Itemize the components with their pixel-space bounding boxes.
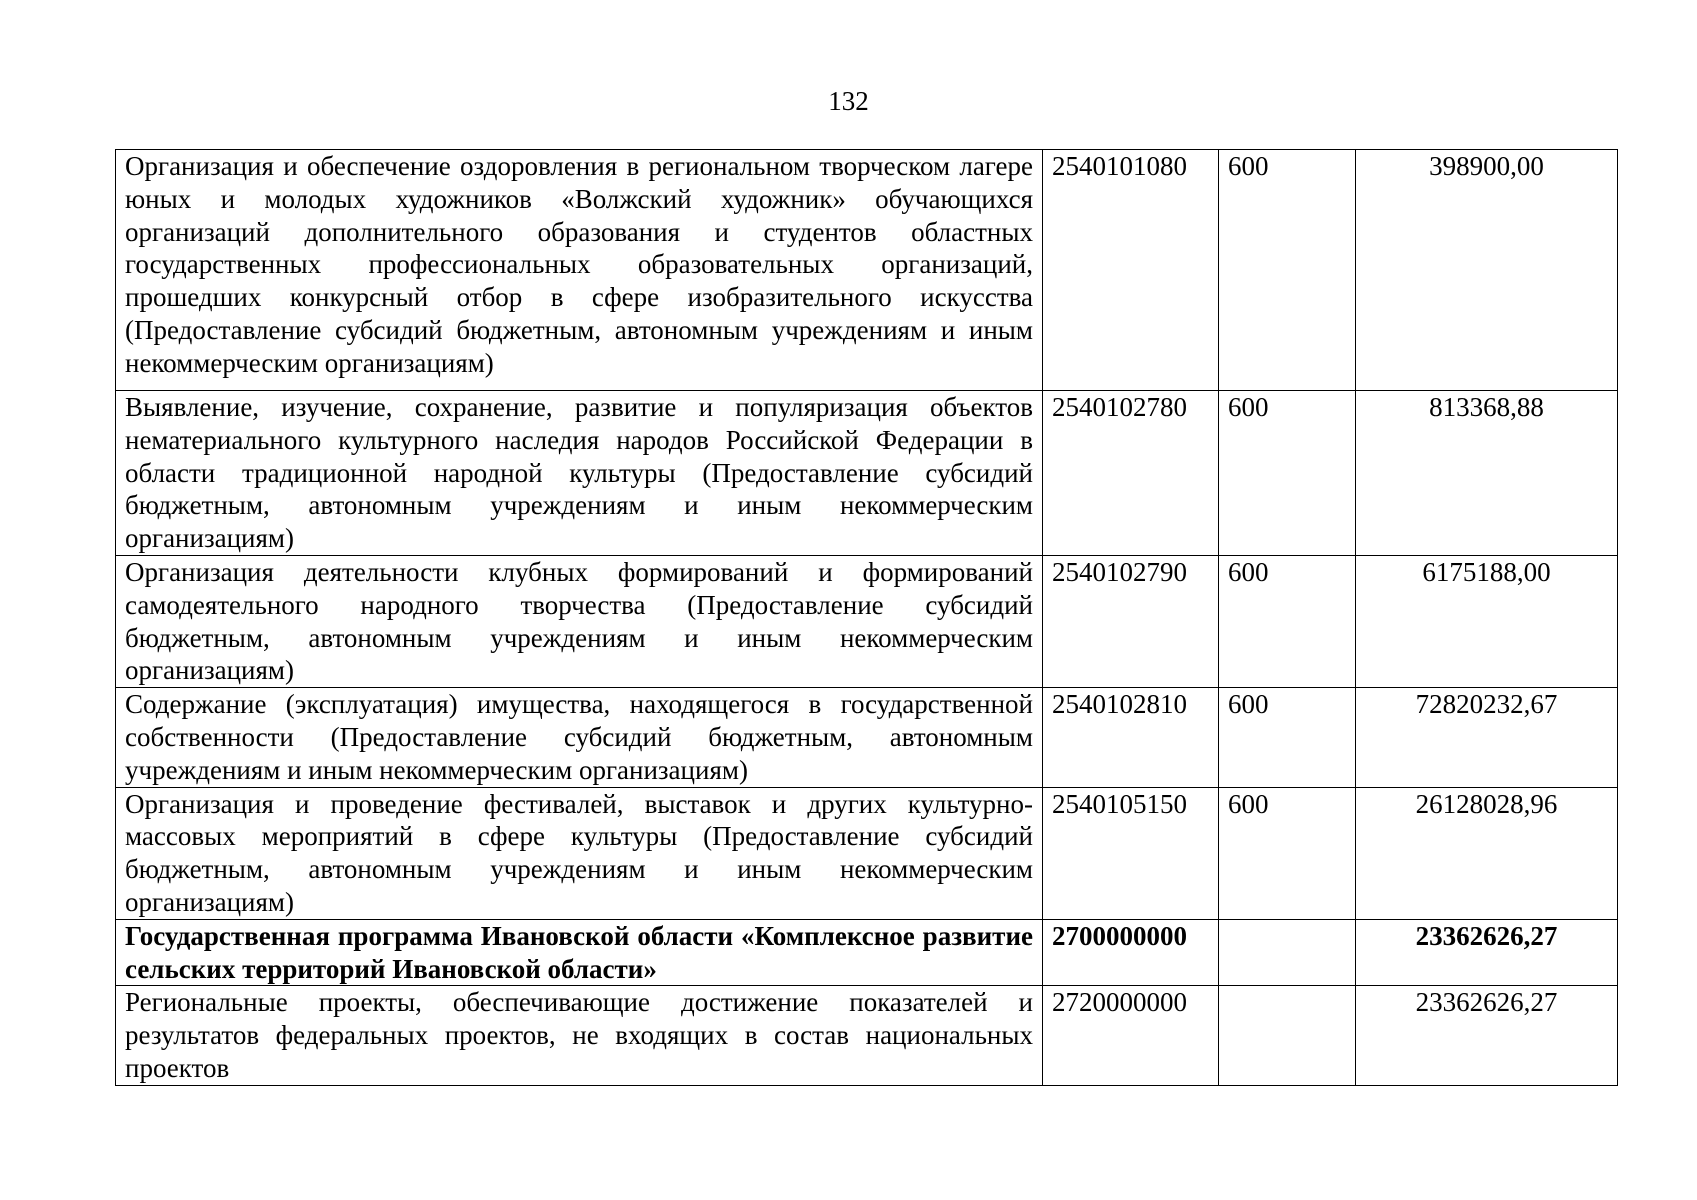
row-expense-type: 600 (1219, 555, 1356, 687)
row-name: Организация и обеспечение оздоровления в региональном творческом лагере юных и молодых художников «Волжский художник» обучающихся организаций дополнительного образования и студентов областных государственных профессиональных образовательных организаций, прошедших конкурсный отбор в сфере изобразительного искусства (Предоставление субсидий бюджетным, автономным учреждениям и иным некоммерческим организациям) (116, 150, 1043, 391)
row-name: Государственная программа Ивановской области «Комплексное развитие сельских территорий Ивановской области» (116, 919, 1043, 986)
row-target-code: 2540105150 (1043, 787, 1219, 919)
table-row (116, 150, 1618, 391)
row-amount: 6175188,00 (1356, 555, 1618, 687)
row-amount: 23362626,27 (1356, 919, 1618, 986)
row-name: Организация и проведение фестивалей, выставок и других культурно-массовых мероприятий в сфере культуры (Предоставление субсидий бюджетным, автономным учреждениям и иным некоммерческим организациям) (116, 787, 1043, 919)
budget-table (115, 149, 1618, 1086)
row-expense-type: 600 (1219, 150, 1356, 391)
row-target-code: 2540102780 (1043, 391, 1219, 556)
row-amount: 398900,00 (1356, 150, 1618, 391)
table-row (116, 986, 1618, 1085)
page-number: 132 (828, 86, 869, 116)
row-target-code: 2540102810 (1043, 688, 1219, 787)
table-row (116, 787, 1618, 919)
row-expense-type: 600 (1219, 787, 1356, 919)
row-name: Организация деятельности клубных формирований и формирований самодеятельного народного творчества (Предоставление субсидий бюджетным, автономным учреждениям и иным некоммерческим организациям) (116, 555, 1043, 687)
row-target-code: 2700000000 (1043, 919, 1219, 986)
row-name: Региональные проекты, обеспечивающие достижение показателей и результатов федеральных проектов, не входящих в состав национальных проектов (116, 986, 1043, 1085)
row-expense-type: 600 (1219, 688, 1356, 787)
row-amount: 26128028,96 (1356, 787, 1618, 919)
table-row-program (116, 919, 1618, 986)
table-row (116, 555, 1618, 687)
table-row (116, 391, 1618, 556)
row-amount: 813368,88 (1356, 391, 1618, 556)
row-name: Содержание (эксплуатация) имущества, находящегося в государственной собственности (Предоставление субсидий бюджетным, автономным учреждениям и иным некоммерческим организациям) (116, 688, 1043, 787)
row-name: Выявление, изучение, сохранение, развитие и популяризация объектов нематериального культурного наследия народов Российской Федерации в области традиционной народной культуры (Предоставление субсидий бюджетным, автономным учреждениям и иным некоммерческим организациям) (116, 391, 1043, 556)
row-target-code: 2540102790 (1043, 555, 1219, 687)
row-expense-type (1219, 919, 1356, 986)
row-amount: 72820232,67 (1356, 688, 1618, 787)
row-target-code: 2540101080 (1043, 150, 1219, 391)
row-expense-type (1219, 986, 1356, 1085)
row-target-code: 2720000000 (1043, 986, 1219, 1085)
row-amount: 23362626,27 (1356, 986, 1618, 1085)
table-row (116, 688, 1618, 787)
row-expense-type: 600 (1219, 391, 1356, 556)
